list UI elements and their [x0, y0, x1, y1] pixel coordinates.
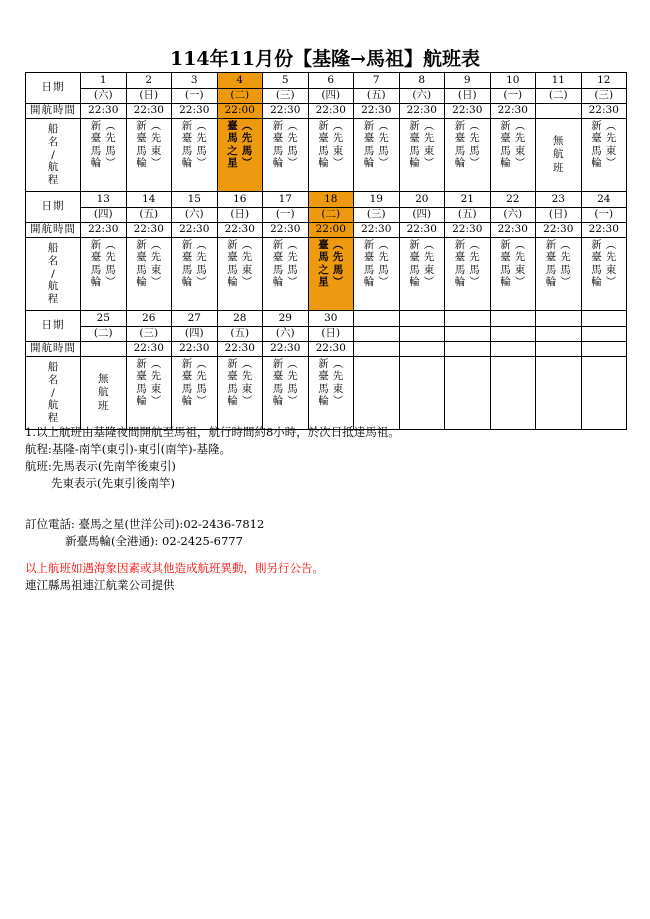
booking-phone-xintaima: 新臺馬輪(全港通): 02-2425-6777 [65, 534, 243, 548]
departure-time-cell: 22:30 [217, 223, 263, 238]
weekday-cell: (四) [399, 208, 445, 223]
note-line-1: 1.以上航班由基隆夜間開航至馬祖，航行時間約8小時，於次日抵達馬祖。 [25, 425, 400, 439]
day-number-cell: 23 [536, 192, 582, 208]
vessel-name: 新 臺 馬 輪 [409, 119, 420, 170]
vessel-route-row [26, 119, 627, 192]
departure-time-cell: 22:30 [126, 223, 172, 238]
vessel-route-cell [126, 119, 172, 192]
vessel-route-cell [308, 119, 354, 192]
departure-time-cell [536, 342, 582, 357]
vessel-route-cell [399, 238, 445, 311]
provider-credit: 連江縣馬祖連江航業公司提供 [25, 578, 175, 592]
vessel-route-cell [81, 119, 127, 192]
weekday-cell [490, 327, 536, 342]
departure-time-row [26, 223, 627, 238]
vessel-route-cell [263, 119, 309, 192]
row-label-char: 航 [47, 280, 59, 293]
day-number-cell: 19 [354, 192, 400, 208]
vessel-name: 新 臺 馬 輪 [318, 357, 329, 408]
vessel-name: 新 臺 馬 輪 [318, 119, 329, 170]
weekday-cell: (日) [126, 89, 172, 104]
vessel-route-cell [126, 357, 172, 430]
route-note: ︵ 先 東 ︶ [514, 238, 526, 289]
departure-time-cell [536, 104, 582, 119]
vessel-name: 新 臺 馬 輪 [136, 238, 147, 289]
row-label-departure-time: 開航時間 [26, 342, 81, 357]
departure-time-cell [399, 342, 445, 357]
route-note: ︵ 先 馬 ︶ [241, 119, 253, 170]
weekday-cell: (三) [126, 327, 172, 342]
route-note: ︵ 先 東 ︶ [423, 238, 435, 289]
day-number-cell: 2 [126, 73, 172, 89]
vessel-name: 新 臺 馬 輪 [591, 119, 602, 170]
row-label-vessel-route [26, 238, 81, 311]
row-label-vessel-route [26, 357, 81, 430]
day-number-cell: 15 [172, 192, 218, 208]
day-number-cell: 3 [172, 73, 218, 89]
route-note: ︵ 先 馬 ︶ [287, 357, 298, 408]
route-note: ︵ 先 馬 ︶ [196, 238, 207, 289]
departure-time-cell [354, 342, 400, 357]
notes-section [25, 424, 626, 594]
vessel-name: 新 臺 馬 輪 [272, 119, 284, 170]
vessel-route-cell [308, 238, 354, 311]
weekday-cell: (日) [445, 89, 491, 104]
note-line-4: 先東表示(先東引後南竿) [51, 476, 175, 490]
weekday-cell: (五) [126, 208, 172, 223]
weekday-cell: (一) [263, 208, 309, 223]
departure-time-cell: 22:30 [217, 342, 263, 357]
vessel-route-cell [536, 357, 582, 430]
vessel-route-cell [217, 357, 263, 430]
day-number-cell [490, 311, 536, 327]
weekday-cell [445, 327, 491, 342]
row-label-char: 程 [47, 412, 59, 425]
booking-phone-taima-star: 臺馬之星(世洋公司):02-2436-7812 [78, 517, 265, 531]
vessel-route-cell [217, 238, 263, 311]
weekday-cell: (二) [536, 89, 582, 104]
day-number-cell: 16 [217, 192, 263, 208]
weekday-row [26, 89, 627, 104]
route-note: ︵ 先 馬 ︶ [560, 238, 571, 289]
row-label-char: 航 [47, 161, 59, 174]
row-label-char: 航 [47, 399, 59, 412]
vessel-route-cell [172, 357, 218, 430]
vessel-route-cell [399, 357, 445, 430]
vessel-route-cell [490, 357, 536, 430]
weekday-cell [536, 327, 582, 342]
departure-time-cell [445, 342, 491, 357]
weekday-cell [399, 327, 445, 342]
departure-time-cell: 22:00 [308, 223, 354, 238]
departure-time-cell: 22:00 [217, 104, 263, 119]
row-label-char: / [51, 386, 55, 399]
departure-time-cell: 22:30 [490, 104, 536, 119]
day-number-cell: 14 [126, 192, 172, 208]
weekday-cell: (日) [308, 327, 354, 342]
vessel-route-cell [445, 357, 491, 430]
day-number-cell: 13 [81, 192, 127, 208]
vessel-name: 新 臺 馬 輪 [90, 238, 102, 289]
vessel-route-cell [172, 119, 218, 192]
vessel-route-cell [308, 357, 354, 430]
vessel-name: 新 臺 馬 輪 [363, 238, 375, 289]
departure-time-cell [581, 342, 627, 357]
vessel-route-cell [172, 238, 218, 311]
vessel-name: 新 臺 馬 輪 [272, 357, 284, 408]
route-note: ︵ 先 東 ︶ [605, 238, 617, 289]
vessel-name: 新 臺 馬 輪 [90, 119, 102, 170]
row-label-char: / [51, 267, 55, 280]
departure-time-cell: 22:30 [263, 223, 309, 238]
weekday-cell: (六) [172, 208, 218, 223]
vessel-route-cell [490, 238, 536, 311]
route-note: ︵ 先 東 ︶ [423, 119, 435, 170]
weekday-cell: (二) [217, 89, 263, 104]
vessel-name: 新 臺 馬 輪 [181, 238, 193, 289]
day-number-cell [354, 311, 400, 327]
route-note: ︵ 先 馬 ︶ [105, 119, 116, 170]
departure-time-cell: 22:30 [581, 104, 627, 119]
weekday-cell: (五) [354, 89, 400, 104]
vessel-name: 新 臺 馬 輪 [227, 238, 238, 289]
vessel-route-cell [536, 238, 582, 311]
schedule-table [25, 72, 627, 430]
weekday-cell: (六) [81, 89, 127, 104]
departure-time-cell [81, 342, 127, 357]
route-note: ︵ 先 馬 ︶ [287, 119, 298, 170]
departure-time-cell: 22:30 [308, 104, 354, 119]
departure-time-cell: 22:30 [263, 342, 309, 357]
row-label-date: 日期 [26, 73, 81, 104]
weekday-cell: (四) [172, 327, 218, 342]
departure-time-cell: 22:30 [263, 104, 309, 119]
route-note: ︵ 先 東 ︶ [150, 357, 162, 408]
vessel-route-cell [536, 119, 582, 192]
day-number-cell [399, 311, 445, 327]
row-label-char: 程 [47, 174, 59, 187]
weekday-cell: (六) [263, 327, 309, 342]
route-note: ︵ 先 東 ︶ [514, 119, 526, 170]
departure-time-cell: 22:30 [81, 223, 127, 238]
day-number-cell: 20 [399, 192, 445, 208]
day-number-cell: 24 [581, 192, 627, 208]
vessel-route-cell [217, 119, 263, 192]
day-number-cell: 9 [445, 73, 491, 89]
vessel-route-cell [399, 119, 445, 192]
vessel-route-cell [445, 238, 491, 311]
vessel-name: 新 臺 馬 輪 [272, 238, 284, 289]
vessel-name: 臺 馬 之 星 [318, 238, 329, 289]
weekday-row [26, 327, 627, 342]
schedule-table-container [25, 72, 626, 430]
vessel-name: 新 臺 馬 輪 [409, 238, 420, 289]
departure-time-cell [490, 342, 536, 357]
departure-time-cell: 22:30 [581, 223, 627, 238]
day-number-cell: 7 [354, 73, 400, 89]
weekday-cell: (三) [581, 89, 627, 104]
date-row [26, 73, 627, 89]
weekday-cell: (五) [217, 327, 263, 342]
vessel-name: 新 臺 馬 輪 [181, 357, 193, 408]
note-line-3: 航班:先馬表示(先南竿後東引) [25, 459, 176, 473]
weekday-row [26, 208, 627, 223]
note-line-2: 航程:基隆-南竿(東引)-東引(南竿)-基隆。 [25, 442, 231, 456]
vessel-name: 新 臺 馬 輪 [454, 119, 466, 170]
weekday-cell: (二) [308, 208, 354, 223]
departure-time-cell: 22:30 [536, 223, 582, 238]
vessel-name: 新 臺 馬 輪 [545, 238, 557, 289]
vessel-name: 新 臺 馬 輪 [136, 119, 147, 170]
day-number-cell: 4 [217, 73, 263, 89]
route-note: ︵ 先 東 ︶ [241, 357, 253, 408]
weekday-cell: (一) [581, 208, 627, 223]
weekday-cell: (一) [490, 89, 536, 104]
weekday-cell: (六) [399, 89, 445, 104]
day-number-cell: 26 [126, 311, 172, 327]
vessel-route-cell [81, 357, 127, 430]
day-number-cell: 30 [308, 311, 354, 327]
row-label-char: 名 [47, 254, 59, 267]
date-row [26, 192, 627, 208]
row-label-char: 程 [47, 293, 59, 306]
route-note: ︵ 先 馬 ︶ [105, 238, 116, 289]
vessel-name: 新 臺 馬 輪 [136, 357, 147, 408]
day-number-cell: 17 [263, 192, 309, 208]
vessel-route-cell [445, 119, 491, 192]
day-number-cell: 22 [490, 192, 536, 208]
day-number-cell: 29 [263, 311, 309, 327]
departure-time-cell: 22:30 [308, 342, 354, 357]
route-note: ︵ 先 馬 ︶ [469, 238, 480, 289]
day-number-cell: 5 [263, 73, 309, 89]
route-note: ︵ 先 馬 ︶ [469, 119, 480, 170]
vessel-route-row [26, 238, 627, 311]
day-number-cell: 21 [445, 192, 491, 208]
weekday-cell: (四) [308, 89, 354, 104]
departure-time-cell: 22:30 [81, 104, 127, 119]
departure-time-cell: 22:30 [399, 223, 445, 238]
no-service-label: 無 航 班 [98, 373, 109, 412]
route-note: ︵ 先 東 ︶ [605, 119, 617, 170]
vessel-route-cell [263, 238, 309, 311]
vessel-route-cell [354, 238, 400, 311]
weekday-cell: (六) [490, 208, 536, 223]
vessel-name: 新 臺 馬 輪 [454, 238, 466, 289]
day-number-cell [536, 311, 582, 327]
departure-time-cell: 22:30 [445, 223, 491, 238]
page-title: 114年11月份【基隆→馬祖】航班表 [169, 48, 481, 70]
day-number-cell: 27 [172, 311, 218, 327]
vessel-route-cell [581, 238, 627, 311]
day-number-cell: 18 [308, 192, 354, 208]
row-label-vessel-route [26, 119, 81, 192]
departure-time-cell: 22:30 [172, 223, 218, 238]
row-label-date: 日期 [26, 192, 81, 223]
day-number-cell: 28 [217, 311, 263, 327]
departure-time-cell: 22:30 [126, 342, 172, 357]
departure-time-row [26, 342, 627, 357]
route-note: ︵ 先 馬 ︶ [378, 238, 389, 289]
day-number-cell: 12 [581, 73, 627, 89]
row-label-char: 船 [47, 361, 59, 373]
route-note: ︵ 先 馬 ︶ [196, 357, 207, 408]
row-label-char: / [51, 148, 55, 161]
booking-phone-line-2 [25, 533, 626, 550]
departure-time-cell: 22:30 [354, 104, 400, 119]
vessel-route-cell [81, 238, 127, 311]
booking-contacts [25, 516, 626, 550]
vessel-name: 新 臺 馬 輪 [500, 238, 511, 289]
day-number-cell: 8 [399, 73, 445, 89]
vessel-route-cell [490, 119, 536, 192]
weekday-cell: (一) [172, 89, 218, 104]
route-note: ︵ 先 馬 ︶ [196, 119, 207, 170]
day-number-cell: 1 [81, 73, 127, 89]
row-label-departure-time: 開航時間 [26, 223, 81, 238]
day-number-cell: 10 [490, 73, 536, 89]
weekday-cell [581, 327, 627, 342]
departure-time-cell: 22:30 [490, 223, 536, 238]
vessel-name: 新 臺 馬 輪 [227, 357, 238, 408]
vessel-name: 臺 馬 之 星 [227, 119, 238, 170]
route-note: ︵ 先 東 ︶ [150, 119, 162, 170]
row-label-char: 船 [47, 123, 59, 135]
departure-time-cell: 22:30 [172, 342, 218, 357]
weekday-cell: (五) [445, 208, 491, 223]
vessel-route-cell [263, 357, 309, 430]
weekday-cell: (二) [81, 327, 127, 342]
departure-time-cell: 22:30 [172, 104, 218, 119]
weekday-cell: (日) [536, 208, 582, 223]
route-note: ︵ 先 馬 ︶ [378, 119, 389, 170]
day-number-cell: 25 [81, 311, 127, 327]
departure-time-cell: 22:30 [126, 104, 172, 119]
weekday-cell: (四) [81, 208, 127, 223]
day-number-cell: 11 [536, 73, 582, 89]
departure-time-cell: 22:30 [399, 104, 445, 119]
route-note: ︵ 先 馬 ︶ [332, 238, 344, 289]
date-row [26, 311, 627, 327]
route-note: ︵ 先 東 ︶ [332, 357, 344, 408]
no-service-label: 無 航 班 [553, 135, 564, 174]
vessel-route-row [26, 357, 627, 430]
day-number-cell: 6 [308, 73, 354, 89]
row-label-char: 名 [47, 373, 59, 386]
vessel-name: 新 臺 馬 輪 [363, 119, 375, 170]
weekday-cell: (三) [354, 208, 400, 223]
route-note: ︵ 先 東 ︶ [241, 238, 253, 289]
vessel-route-cell [581, 357, 627, 430]
weather-disclaimer: 以上航班如遇海象因素或其他造成航班異動，則另行公告。 [25, 561, 324, 575]
vessel-name: 新 臺 馬 輪 [181, 119, 193, 170]
booking-phone-label: 訂位電話: [25, 517, 75, 531]
departure-time-cell: 22:30 [445, 104, 491, 119]
weekday-cell: (日) [217, 208, 263, 223]
row-label-departure-time: 開航時間 [26, 104, 81, 119]
vessel-route-cell [126, 238, 172, 311]
route-note: ︵ 先 東 ︶ [150, 238, 162, 289]
route-note: ︵ 先 馬 ︶ [287, 238, 298, 289]
booking-phone-line-1 [25, 516, 626, 533]
vessel-name: 新 臺 馬 輪 [591, 238, 602, 289]
departure-time-row [26, 104, 627, 119]
row-label-char: 名 [47, 135, 59, 148]
vessel-route-cell [354, 119, 400, 192]
vessel-name: 新 臺 馬 輪 [500, 119, 511, 170]
vessel-route-cell [581, 119, 627, 192]
day-number-cell [445, 311, 491, 327]
route-note: ︵ 先 東 ︶ [332, 119, 344, 170]
departure-time-cell: 22:30 [354, 223, 400, 238]
weekday-cell: (三) [263, 89, 309, 104]
day-number-cell [581, 311, 627, 327]
row-label-date: 日期 [26, 311, 81, 342]
row-label-char: 船 [47, 242, 59, 254]
vessel-route-cell [354, 357, 400, 430]
weekday-cell [354, 327, 400, 342]
